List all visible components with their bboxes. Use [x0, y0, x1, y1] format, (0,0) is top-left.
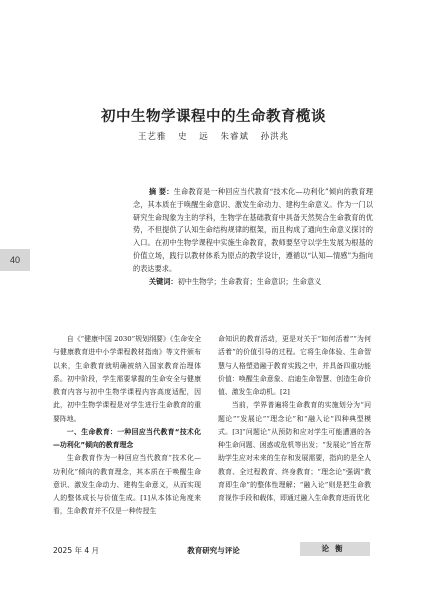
keywords-label: 关键词： — [148, 276, 178, 286]
body-paragraph: 命知识的教育活动，更是对关于“如何活着”“为何活着”的价值引导的过程。它将生命体验、生命智慧与人格塑造融于教育实践之中，并具备四重功能价值：唤醒生命意象、启迪生命智慧、创造生命价值、激发生命动机。[2] — [218, 335, 371, 396]
body-paragraph: 生命教育作为一种回应当代教育“技术化—功利化”倾向的教育理念，其本质在于唤醒生命意识、激发生命动力、建构生命意义，从而实现人的整体成长与价值生成。[1]从本体论角度来看，生命教育并不仅是一种传授生 — [53, 454, 201, 516]
body-paragraph: 当前，学界普遍将生命教育的实施划分为“问题论”“发展论”“理念论”和“融入论”四种典型模式。[3]“问题论”从预防和应对学生可能遭遇的各种生命问题、困惑或危机等出发；“发展论”旨在帮助学生应对未来的生存和发展需要，指向的是全人教育、全过程教育、终身教育；“理念论”强调“教育即生命”的整体性理解；“融入论”则是把生命教育视作手段和载体，即通过融入生命教育进而优化 — [218, 401, 371, 502]
page-footer — [0, 545, 427, 559]
page-number-tab — [0, 249, 30, 271]
author-line — [0, 130, 427, 142]
section-heading: 一、生命教育：一种回应当代教育“技术化—功利化”倾向的教育理念 — [53, 427, 201, 449]
journal-name: 教育研究与评论 — [187, 546, 240, 555]
author: 王艺雅 — [137, 132, 167, 142]
keywords-text: 初中生物学；生命教育；生命意识；生命意义 — [177, 276, 322, 286]
author: 朱睿斌 — [220, 132, 249, 142]
abstract-text: 生命教育是一种回应当代教育“技术化—功利化”倾向的教育理念，其本质在于唤醒生命意识、激发生命动力、建构生命意义。作为一门以研究生命现象为主的学科，生物学在基础教育中具备天然契合生命教育的优势，不但提供了认知生命结构规律的框架，而且构成了通向生命意义探讨的入口。在初中生物学课程中实施生命教育，教师要坚守以学生发展为根基的价值立场，践行以教材体系为原点的教学设计，遵循以“认知—情感”为指向的表达要求。 — [133, 187, 373, 273]
article-title: 初中生物学课程中的生命教育榄谈 — [101, 108, 326, 125]
abstract-block — [133, 186, 373, 288]
abstract-paragraph — [133, 186, 373, 276]
abstract-label: 摘 要： — [148, 187, 174, 196]
keywords-paragraph — [133, 276, 373, 289]
section-badge: 论衡 — [300, 542, 370, 556]
author: 孙洪兆 — [260, 132, 290, 142]
left-column — [53, 333, 201, 519]
issue-date: 2025 年 4 月 — [53, 546, 100, 555]
body-paragraph: 自《“健康中国 2030”规划纲要》《生命安全与健康教育进中小学课程教材指南》等文件颁布以来，生命教育就明确被纳入国家教育治理体系。初中阶段，学生需要掌握的生命安全与健康教育内容与初中生物学课程内容高度适配，因此，初中生物学课程是对学生进行生命教育的重要阵地。 — [53, 335, 201, 423]
author: 史 远 — [178, 132, 209, 142]
page-number: 40 — [9, 255, 20, 265]
right-column — [218, 333, 371, 505]
